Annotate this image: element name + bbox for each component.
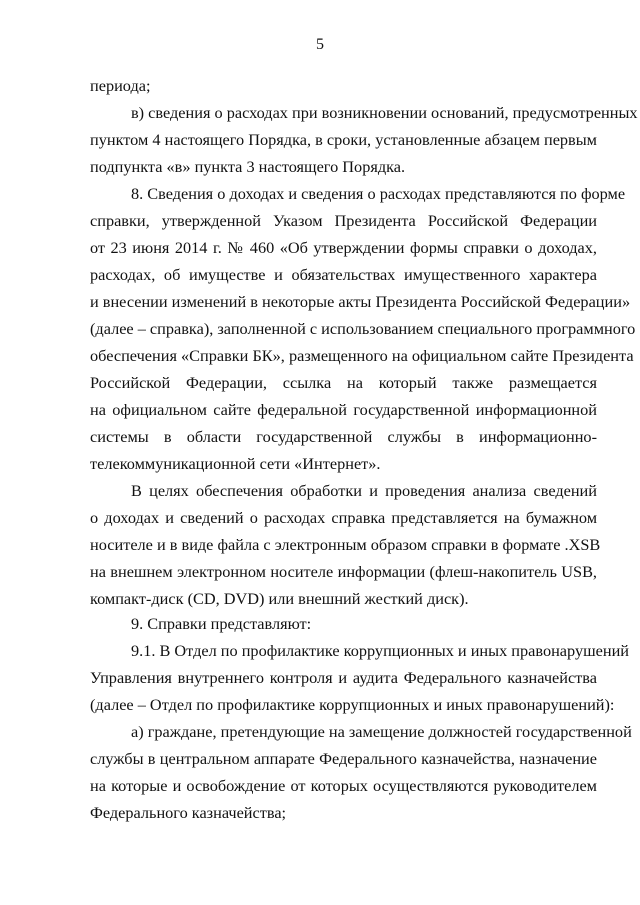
text-line: в) сведения о расходах при возникновении оснований, предусмотренных [131,103,638,122]
text-line: Российской Федерации, ссылка на который также размещается [90,373,597,392]
text-line: 9.1. В Отдел по профилактике коррупционных и иных правонарушений [131,641,629,660]
text-line: Управления внутреннего контроля и аудита Федерального казначейства [90,668,597,687]
text-line: расходах, об имуществе и обязательствах имущественного характера [90,265,597,284]
text-line: (далее – справка), заполненной с использованием специального программного [90,319,636,338]
text-line: Федерального казначейства; [90,803,287,822]
text-line: обеспечения «Справки БК», размещенного на официальном сайте Президента [90,346,634,365]
text-line: на внешнем электронном носителе информации (флеш-накопитель USB, [90,562,597,581]
text-line: от 23 июня 2014 г. № 460 «Об утверждении формы справки о доходах, [90,238,597,257]
text-line: компакт-диск (CD, DVD) или внешний жесткий диск). [90,589,469,608]
text-line: периода; [90,76,151,95]
page-number: 5 [316,36,324,53]
text-line: системы в области государственной службы в информационно- [90,427,597,446]
text-line: телекоммуникационной сети «Интернет». [90,454,381,473]
text-line: подпункта «в» пункта 3 настоящего Порядка. [90,157,406,176]
text-line: 8. Сведения о доходах и сведения о расходах представляются по форме [131,184,626,203]
text-line: на официальном сайте федеральной государственной информационной [90,400,597,419]
text-line: пунктом 4 настоящего Порядка, в сроки, установленные абзацем первым [90,130,597,149]
text-line: справки, утвержденной Указом Президента Российской Федерации [90,211,597,230]
text-line: на которые и освобождение от которых осуществляются руководителем [90,776,597,795]
text-line: и внесении изменений в некоторые акты Президента Российской Федерации» [90,292,631,311]
text-line: о доходах и сведений о расходах справка представляется на бумажном [90,508,597,527]
text-line: (далее – Отдел по профилактике коррупционных и иных правонарушений): [90,695,615,714]
text-line: носителе и в виде файла с электронным образом справки в формате .XSB [90,535,601,554]
text-line: а) граждане, претендующие на замещение должностей государственной [131,722,632,741]
text-line: 9. Справки представляют: [131,614,312,633]
text-line: В целях обеспечения обработки и проведения анализа сведений [131,481,597,500]
text-line: службы в центральном аппарате Федерального казначейства, назначение [90,749,597,768]
